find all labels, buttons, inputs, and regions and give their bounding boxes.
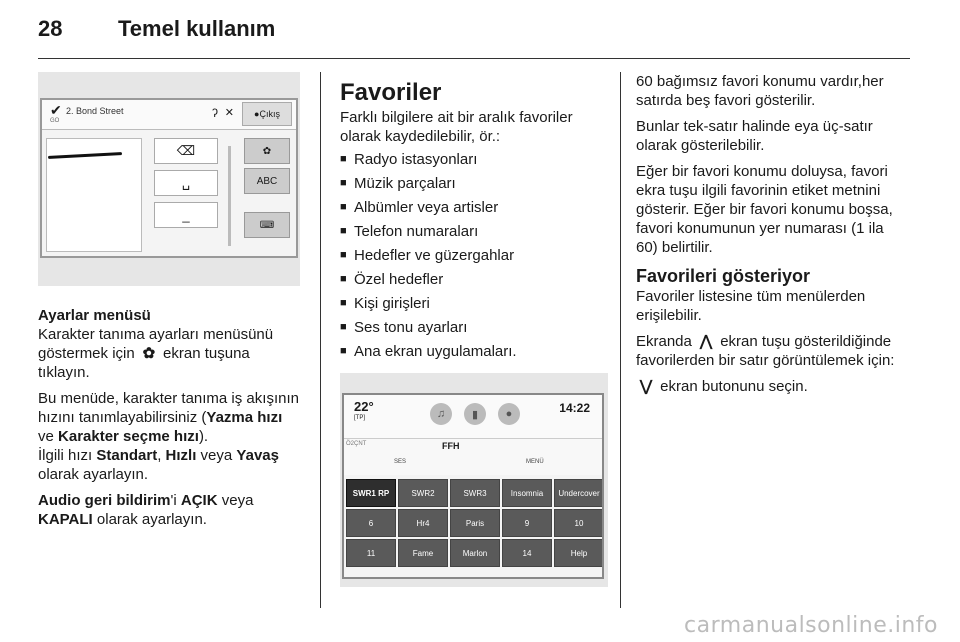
station-bar [344, 439, 602, 475]
favorites-label: Ö2ÇNT [346, 441, 367, 447]
preset-button: Help [554, 539, 604, 567]
preset-row [346, 509, 604, 537]
abc-key: ABC [244, 168, 290, 194]
column-right [636, 72, 906, 403]
phone-icon: ▮ [464, 403, 486, 425]
preset-grid [346, 479, 604, 569]
list-item: ■ Telefon numaraları [340, 222, 608, 241]
exit-label: Çıkış [259, 109, 280, 119]
check-icon: ✔ [50, 102, 62, 118]
preset-row [346, 539, 604, 567]
show-favorites-paragraph-3: ⋁ ekran butonunu seçin. [636, 377, 906, 396]
preset-row [346, 479, 604, 507]
address-text: 2. Bond Street [66, 106, 124, 116]
gear-icon: ✿ [244, 138, 290, 164]
favorites-heading: Favoriler [340, 79, 442, 106]
list-item: ■ Ses tonu ayarları [340, 318, 608, 337]
music-note-icon: ♫ [430, 403, 452, 425]
chevron-up-icon: ⋀ [699, 333, 713, 350]
list-item: ■ Ana ekran uygulamaları. [340, 342, 608, 361]
close-icon: ✕ [224, 107, 234, 119]
list-item: ■ Özel hedefler [340, 270, 608, 289]
screen-top-bar [42, 100, 296, 130]
preset-button: Paris [450, 509, 500, 537]
list-item: ■ Kişi girişleri [340, 294, 608, 313]
gear-icon: ✿ [142, 345, 156, 362]
underscore-key: _ [154, 202, 218, 228]
favorites-paragraph-3: Eğer bir favori konumu doluysa, favori ekra tuşu ilgili favorinin etiket metnini gösterir. Eğer bir favori konumu boşsa, favori konumunun yer numarası (1 ila 60) belirtilir. [636, 163, 893, 256]
column-left [38, 72, 300, 536]
preset-button: Fame [398, 539, 448, 567]
column-divider-2 [620, 72, 621, 608]
keyboard-icon: ⌨ [244, 212, 290, 238]
column-divider-1 [320, 72, 321, 608]
preset-button: 9 [502, 509, 552, 537]
preset-button: 14 [502, 539, 552, 567]
header-rule [38, 58, 910, 59]
preset-button: Hr4 [398, 509, 448, 537]
temperature: 22° [354, 399, 374, 414]
preset-button: SWR2 [398, 479, 448, 507]
preset-button: 6 [346, 509, 396, 537]
preset-button: Insomnia [502, 479, 552, 507]
preset-button: Marlon [450, 539, 500, 567]
clock: 14:22 [559, 401, 590, 415]
navigation-icon: ● [498, 403, 520, 425]
tp-label: [TP] [354, 415, 366, 421]
go-label: GO [50, 118, 60, 124]
settings-paragraph-1: Karakter tanıma ayarları menüsünü göstermek için ✿ ekran tuşuna tıklayın. [38, 326, 274, 381]
help-icon: ʔ [212, 106, 218, 120]
favorites-intro: Farklı bilgilere ait bir aralık favoriler olarak kaydedilebilir, ör.: [340, 109, 573, 145]
settings-paragraph-3: Audio geri bildirim'i AÇIK veya KAPALI olarak ayarlayın. [38, 492, 254, 528]
list-item: ■ Hedefler ve güzergahlar [340, 246, 608, 265]
list-item: ■ Müzik parçaları [340, 174, 608, 193]
page-title: Temel kullanım [118, 16, 276, 41]
settings-menu-heading: Ayarlar menüsü [38, 307, 151, 324]
list-item: ■ Albümler veya artisler [340, 198, 608, 217]
settings-paragraph-2: Bu menüde, karakter tanıma iş akışının hızını tanımlayabilirsiniz (Yazma hızı ve Karakter seçme hızı). İlgili hızı Standart, Hızlı veya Yavaş olarak ayarlayın. [38, 390, 299, 483]
preset-button: Undercover [554, 479, 604, 507]
exit-button: ● Çıkış [242, 102, 292, 126]
screen-frame [342, 393, 604, 579]
show-favorites-heading: Favorileri gösteriyor [636, 266, 811, 286]
scrollbar [228, 146, 231, 246]
favorites-paragraph-2: Bunlar tek-satır halinde eya üç-satır olarak gösterilebilir. [636, 118, 873, 154]
watermark: carmanualsonline.info [684, 613, 938, 638]
page-number: 28 [38, 16, 63, 41]
page-header [38, 16, 275, 46]
column-middle [340, 80, 608, 587]
preset-button: 10 [554, 509, 604, 537]
sound-label: SES [394, 459, 407, 465]
favorites-list [340, 150, 608, 361]
favorites-paragraph-1: 60 bağımsız favori konumu vardır,her satırda beş favori gösterilir. [636, 73, 884, 109]
station-name: FFH [442, 441, 460, 451]
menu-label: MENÜ [526, 459, 544, 465]
list-item: ■ Radyo istasyonları [340, 150, 608, 169]
show-favorites-paragraph-1: Favoriler listesine tüm menülerden erişilebilir. [636, 288, 866, 324]
chevron-down-icon: ⋁ [639, 378, 653, 395]
preset-button: 11 [346, 539, 396, 567]
preset-button: SWR3 [450, 479, 500, 507]
delete-key-icon: ⌫ [154, 138, 218, 164]
favorites-screen-image [340, 373, 608, 587]
space-key-icon: ␣ [154, 170, 218, 196]
show-favorites-paragraph-2: Ekranda ⋀ ekran tuşu gösterildiğinde favorilerden bir satır görüntülemek için: [636, 333, 895, 369]
character-input-screen-image [38, 72, 300, 286]
preset-button: SWR1 RP [346, 479, 396, 507]
screen-top-bar [344, 395, 602, 439]
